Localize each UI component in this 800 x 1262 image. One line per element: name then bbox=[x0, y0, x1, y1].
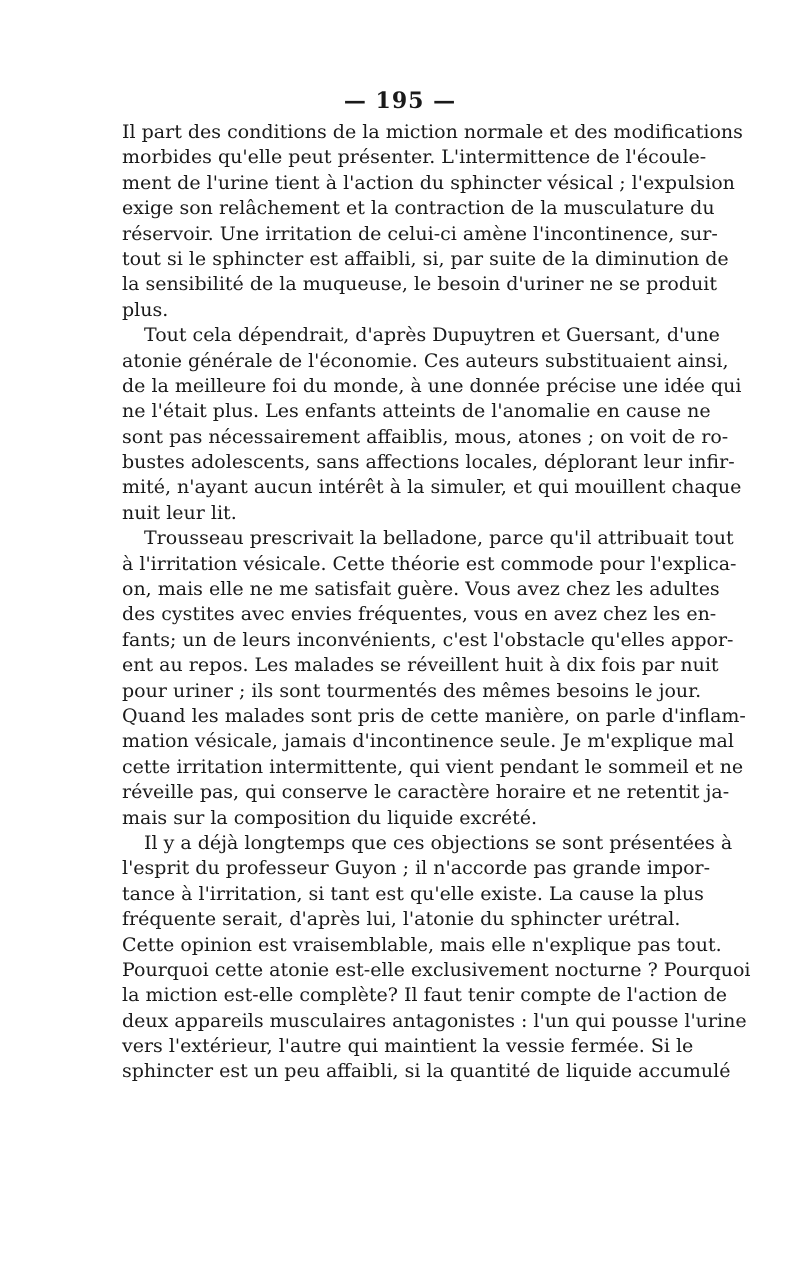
text-line: Cette opinion est vraisemblable, mais elle n'explique pas tout. bbox=[122, 933, 722, 956]
text-line: ne l'était plus. Les enfants atteints de l'anomalie en cause ne bbox=[122, 400, 711, 423]
text-line: des cystites avec envies fréquentes, vous en avez chez les en- bbox=[122, 603, 717, 626]
text-line: réveille pas, qui conserve le caractère horaire et ne retentit ja- bbox=[122, 781, 730, 804]
text-line: l'esprit du professeur Guyon ; il n'accorde pas grande impor- bbox=[122, 857, 711, 880]
paragraph-2 bbox=[122, 323, 742, 526]
text-line: tout si le sphincter est affaibli, si, par suite de la diminution de bbox=[122, 247, 729, 270]
text-line: réservoir. Une irritation de celui-ci amène l'incontinence, sur- bbox=[122, 222, 718, 245]
text-line: fants; un de leurs inconvénients, c'est l'obstacle qu'elles appor- bbox=[122, 628, 734, 651]
text-line: Il part des conditions de la miction normale et des modifications bbox=[122, 121, 743, 143]
text-line: morbides qu'elle peut présenter. L'intermittence de l'écoule- bbox=[122, 146, 707, 169]
text-line: sphincter est un peu affaibli, si la quantité de liquide accumulé bbox=[122, 1060, 731, 1083]
text-line: mité, n'ayant aucun intérêt à la simuler, et qui mouillent chaque bbox=[122, 476, 742, 499]
text-line: Quand les malades sont pris de cette manière, on parle d'inflam- bbox=[122, 704, 746, 727]
page-number: — 195 — bbox=[343, 88, 457, 114]
text-line: cette irritation intermittente, qui vient pendant le sommeil et ne bbox=[122, 755, 744, 778]
text-line: atonie générale de l'économie. Ces auteurs substituaient ainsi, bbox=[122, 349, 729, 372]
text-line: ent au repos. Les malades se réveillent huit à dix fois par nuit bbox=[122, 654, 719, 677]
text-line: ment de l'urine tient à l'action du sphincter vésical ; l'expulsion bbox=[122, 171, 735, 194]
text-line: la miction est-elle complète? Il faut tenir compte de l'action de bbox=[122, 984, 727, 1007]
text-line: la sensibilité de la muqueuse, le besoin d'uriner ne se produit bbox=[122, 273, 717, 296]
text-line: mais sur la composition du liquide excrété. bbox=[122, 806, 538, 829]
text-line: à l'irritation vésicale. Cette théorie est commode pour l'explica- bbox=[122, 552, 737, 575]
text-line: Tout cela dépendrait, d'après Dupuytren et Guersant, d'une bbox=[144, 324, 720, 347]
paragraph-4 bbox=[122, 831, 751, 1085]
text-line: Trousseau prescrivait la belladone, parce qu'il attribuait tout bbox=[144, 527, 734, 550]
text-line: mation vésicale, jamais d'incontinence seule. Je m'explique mal bbox=[122, 730, 734, 753]
text-line: bustes adolescents, sans affections locales, déplorant leur infir- bbox=[122, 451, 735, 474]
text-line: pour uriner ; ils sont tourmentés des mêmes besoins le jour. bbox=[122, 679, 702, 702]
text-line: plus. bbox=[122, 298, 169, 321]
text-line: sont pas nécessairement affaiblis, mous, atones ; on voit de ro- bbox=[122, 425, 729, 448]
text-line: fréquente serait, d'après lui, l'atonie du sphincter urétral. bbox=[122, 908, 681, 931]
text-line: deux appareils musculaires antagonistes : l'un qui pousse l'urine bbox=[122, 1009, 747, 1032]
text-line: Pourquoi cette atonie est-elle exclusivement nocturne ? Pourquoi bbox=[122, 958, 751, 981]
paragraph-3 bbox=[122, 526, 746, 831]
text-line: Il y a déjà longtemps que ces objections se sont présentées à bbox=[144, 831, 733, 854]
paragraph-1 bbox=[122, 120, 743, 323]
body-text bbox=[122, 120, 751, 1085]
text-line: on, mais elle ne me satisfait guère. Vous avez chez les adultes bbox=[122, 578, 720, 601]
text-line: nuit leur lit. bbox=[122, 501, 237, 524]
text-line: tance à l'irritation, si tant est qu'elle existe. La cause la plus bbox=[122, 882, 704, 905]
text-line: de la meilleure foi du monde, à une donnée précise une idée qui bbox=[122, 374, 742, 397]
text-line: vers l'extérieur, l'autre qui maintient la vessie fermée. Si le bbox=[122, 1035, 694, 1058]
text-line: exige son relâchement et la contraction de la musculature du bbox=[122, 197, 715, 220]
